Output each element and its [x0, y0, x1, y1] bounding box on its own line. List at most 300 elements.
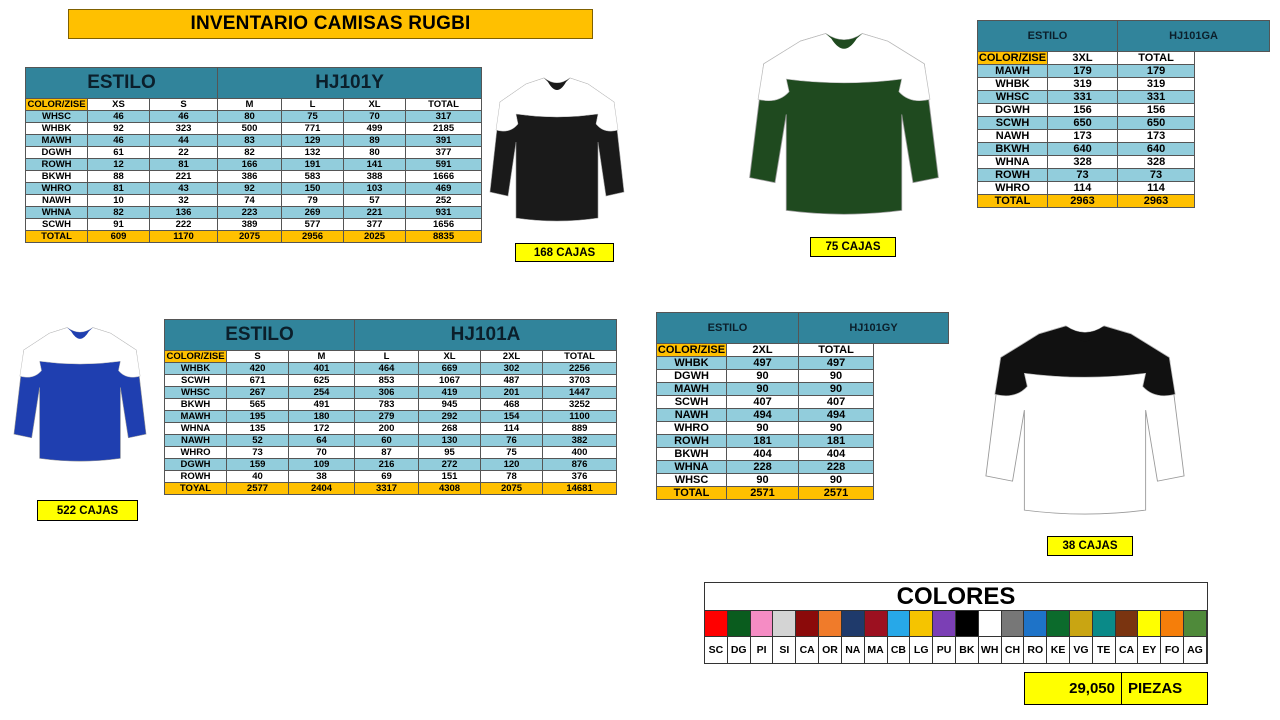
table-row — [657, 409, 949, 422]
empty-cell — [1195, 143, 1270, 156]
color-code-cell: WHBK — [26, 123, 88, 135]
size-header-row — [657, 344, 949, 357]
table-hj101ga — [977, 20, 1270, 208]
total-cell: 2956 — [282, 231, 344, 243]
quantity-cell: 80 — [344, 147, 406, 159]
quantity-cell: 228 — [799, 461, 874, 474]
quantity-cell: 92 — [218, 183, 282, 195]
table-row — [657, 448, 949, 461]
quantity-cell: 1100 — [543, 411, 617, 423]
quantity-cell: 173 — [1118, 130, 1195, 143]
quantity-cell: 640 — [1118, 143, 1195, 156]
quantity-cell: 499 — [344, 123, 406, 135]
color-code-cell: WHSC — [165, 387, 227, 399]
table-row — [978, 182, 1270, 195]
quantity-cell: 331 — [1048, 91, 1118, 104]
quantity-cell: 90 — [799, 422, 874, 435]
quantity-cell: 10 — [88, 195, 150, 207]
color-codes — [705, 637, 1207, 663]
quantity-cell: 82 — [218, 147, 282, 159]
color-code-label: FO — [1161, 637, 1184, 663]
empty-cell — [874, 448, 949, 461]
size-label: L — [282, 99, 344, 111]
quantity-cell: 269 — [282, 207, 344, 219]
quantity-cell: 223 — [218, 207, 282, 219]
quantity-cell: 74 — [218, 195, 282, 207]
quantity-cell: 650 — [1118, 117, 1195, 130]
quantity-cell: 222 — [150, 219, 218, 231]
size-label: 3XL — [1048, 52, 1118, 65]
quantity-cell: 404 — [799, 448, 874, 461]
total-pieces-value: 29,050 — [1025, 673, 1122, 704]
size-label: M — [289, 351, 355, 363]
color-code-label: CB — [888, 637, 911, 663]
empty-cell — [1195, 91, 1270, 104]
empty-cell — [874, 435, 949, 448]
size-header-row — [165, 351, 617, 363]
quantity-cell: 771 — [282, 123, 344, 135]
table-row — [978, 169, 1270, 182]
total-cell: 2963 — [1118, 195, 1195, 208]
colorsize-label: COLOR/ZISE — [657, 344, 726, 356]
quantity-cell: 323 — [150, 123, 218, 135]
quantity-cell: 216 — [355, 459, 419, 471]
quantity-cell: 500 — [218, 123, 282, 135]
quantity-cell: 783 — [355, 399, 419, 411]
table-row — [26, 159, 482, 171]
color-code-cell: SCWH — [978, 117, 1048, 130]
quantity-cell: 70 — [289, 447, 355, 459]
quantity-cell: 90 — [727, 422, 799, 435]
color-code-label: PI — [751, 637, 774, 663]
quantity-cell: 331 — [1118, 91, 1195, 104]
quantity-cell: 64 — [289, 435, 355, 447]
table-row — [165, 387, 617, 399]
color-code-label: RO — [1024, 637, 1047, 663]
quantity-cell: 173 — [1048, 130, 1118, 143]
table-row — [978, 143, 1270, 156]
quantity-cell: 195 — [227, 411, 289, 423]
cajas-badge: 38 CAJAS — [1047, 536, 1133, 556]
quantity-cell: 221 — [150, 171, 218, 183]
quantity-cell: 52 — [227, 435, 289, 447]
quantity-cell: 80 — [218, 111, 282, 123]
cajas-badge: 522 CAJAS — [37, 500, 138, 521]
empty-cell — [874, 487, 949, 500]
total-pieces-label: PIEZAS — [1128, 680, 1183, 697]
table-row — [26, 183, 482, 195]
quantity-cell: 90 — [799, 370, 874, 383]
table-row — [165, 447, 617, 459]
quantity-cell: 92 — [88, 123, 150, 135]
quantity-cell: 228 — [727, 461, 799, 474]
quantity-cell: 89 — [344, 135, 406, 147]
quantity-cell: 469 — [406, 183, 482, 195]
color-swatch — [910, 611, 933, 636]
color-code-label: CA — [1116, 637, 1139, 663]
color-code-label: DG — [728, 637, 751, 663]
quantity-cell: 945 — [419, 399, 481, 411]
quantity-cell: 132 — [282, 147, 344, 159]
quantity-cell: 388 — [344, 171, 406, 183]
quantity-cell: 221 — [344, 207, 406, 219]
quantity-cell: 389 — [218, 219, 282, 231]
empty-cell — [1195, 78, 1270, 91]
quantity-cell: 79 — [282, 195, 344, 207]
quantity-cell: 129 — [282, 135, 344, 147]
empty-cell — [874, 409, 949, 422]
color-swatch — [1138, 611, 1161, 636]
quantity-cell: 73 — [1118, 169, 1195, 182]
size-label: XS — [88, 99, 150, 111]
total-cell: 2571 — [727, 487, 799, 500]
quantity-cell: 83 — [218, 135, 282, 147]
color-swatch — [705, 611, 728, 636]
quantity-cell: 464 — [355, 363, 419, 375]
quantity-cell: 91 — [88, 219, 150, 231]
table-row — [978, 91, 1270, 104]
quantity-cell: 1656 — [406, 219, 482, 231]
color-swatch — [933, 611, 956, 636]
quantity-cell: 90 — [799, 474, 874, 487]
color-swatch — [796, 611, 819, 636]
empty-cell — [874, 396, 949, 409]
table-row — [26, 147, 482, 159]
color-code-cell: MAWH — [26, 135, 88, 147]
quantity-cell: 154 — [481, 411, 543, 423]
total-row — [657, 487, 949, 500]
total-cell: 14681 — [543, 483, 617, 495]
color-code-label: BK — [956, 637, 979, 663]
total-cell: 8835 — [406, 231, 482, 243]
color-code-cell: ROWH — [657, 435, 727, 448]
color-code-cell: WHNA — [978, 156, 1048, 169]
color-code-cell: WHRO — [657, 422, 727, 435]
quantity-cell: 81 — [150, 159, 218, 171]
table-row — [165, 363, 617, 375]
quantity-cell: 487 — [481, 375, 543, 387]
quantity-cell: 591 — [406, 159, 482, 171]
table-row — [26, 135, 482, 147]
size-label: TOTAL — [406, 99, 482, 111]
color-code-cell: WHSC — [657, 474, 727, 487]
size-label: S — [150, 99, 218, 111]
color-code-label: TE — [1093, 637, 1116, 663]
quantity-cell: 114 — [1048, 182, 1118, 195]
quantity-cell: 40 — [227, 471, 289, 483]
quantity-cell: 78 — [481, 471, 543, 483]
empty-cell — [874, 461, 949, 474]
quantity-cell: 2185 — [406, 123, 482, 135]
colorsize-label: COLOR/ZISE — [166, 351, 225, 362]
quantity-cell: 90 — [799, 383, 874, 396]
page-title: INVENTARIO CAMISAS RUGBI — [68, 9, 593, 39]
color-code-label: CA — [796, 637, 819, 663]
color-code-cell: WHNA — [657, 461, 727, 474]
color-code-label: EY — [1138, 637, 1161, 663]
total-cell: 2571 — [799, 487, 874, 500]
size-label: S — [227, 351, 289, 363]
color-code-cell: WHBK — [165, 363, 227, 375]
quantity-cell: 2256 — [543, 363, 617, 375]
size-label: M — [218, 99, 282, 111]
quantity-cell: 159 — [227, 459, 289, 471]
quantity-cell: 931 — [406, 207, 482, 219]
color-code-label: OR — [819, 637, 842, 663]
table-hj101y — [25, 67, 482, 243]
color-swatch — [1116, 611, 1139, 636]
quantity-cell: 120 — [481, 459, 543, 471]
color-swatch — [979, 611, 1002, 636]
quantity-cell: 75 — [282, 111, 344, 123]
color-code-cell: WHRO — [978, 182, 1048, 195]
color-swatch — [842, 611, 865, 636]
empty-cell — [874, 383, 949, 396]
quantity-cell: 114 — [481, 423, 543, 435]
quantity-cell: 876 — [543, 459, 617, 471]
jersey-image-blue — [10, 322, 150, 464]
total-row — [978, 195, 1270, 208]
table-row — [165, 423, 617, 435]
size-header-row — [26, 99, 482, 111]
quantity-cell: 302 — [481, 363, 543, 375]
quantity-cell: 889 — [543, 423, 617, 435]
color-legend-title: COLORES — [705, 583, 1207, 611]
quantity-cell: 73 — [1048, 169, 1118, 182]
quantity-cell: 376 — [543, 471, 617, 483]
quantity-cell: 130 — [419, 435, 481, 447]
empty-cell — [1195, 182, 1270, 195]
total-cell: 1170 — [150, 231, 218, 243]
table-row — [657, 357, 949, 370]
color-code-cell: SCWH — [657, 396, 727, 409]
quantity-cell: 1447 — [543, 387, 617, 399]
empty-cell — [874, 357, 949, 370]
quantity-cell: 391 — [406, 135, 482, 147]
color-swatch — [1184, 611, 1207, 636]
size-label: 2XL — [481, 351, 543, 363]
quantity-cell: 3703 — [543, 375, 617, 387]
empty-cell — [874, 370, 949, 383]
table-row — [165, 471, 617, 483]
quantity-cell: 46 — [150, 111, 218, 123]
color-code-cell: WHSC — [978, 91, 1048, 104]
quantity-cell: 494 — [727, 409, 799, 422]
color-swatch — [956, 611, 979, 636]
color-code-cell: WHNA — [26, 207, 88, 219]
total-label: TOYAL — [165, 483, 227, 495]
color-code-cell: BKWH — [978, 143, 1048, 156]
color-swatch — [1161, 611, 1184, 636]
color-swatch — [773, 611, 796, 636]
quantity-cell: 82 — [88, 207, 150, 219]
quantity-cell: 468 — [481, 399, 543, 411]
empty-cell — [1195, 195, 1270, 208]
quantity-cell: 407 — [799, 396, 874, 409]
quantity-cell: 73 — [227, 447, 289, 459]
color-swatch — [1070, 611, 1093, 636]
quantity-cell: 70 — [344, 111, 406, 123]
table-row — [26, 111, 482, 123]
quantity-cell: 156 — [1048, 104, 1118, 117]
style-code: HJ101Y — [218, 68, 482, 99]
color-code-cell: DGWH — [165, 459, 227, 471]
quantity-cell: 491 — [289, 399, 355, 411]
color-code-cell: BKWH — [165, 399, 227, 411]
quantity-cell: 88 — [88, 171, 150, 183]
quantity-cell: 1067 — [419, 375, 481, 387]
quantity-cell: 43 — [150, 183, 218, 195]
quantity-cell: 252 — [406, 195, 482, 207]
table-row — [978, 65, 1270, 78]
quantity-cell: 319 — [1118, 78, 1195, 91]
color-swatch — [819, 611, 842, 636]
cajas-badge: 75 CAJAS — [810, 237, 896, 257]
quantity-cell: 272 — [419, 459, 481, 471]
quantity-cell: 114 — [1118, 182, 1195, 195]
quantity-cell: 46 — [88, 111, 150, 123]
total-label: TOTAL — [978, 195, 1048, 208]
quantity-cell: 180 — [289, 411, 355, 423]
quantity-cell: 583 — [282, 171, 344, 183]
quantity-cell: 400 — [543, 447, 617, 459]
quantity-cell: 254 — [289, 387, 355, 399]
quantity-cell: 671 — [227, 375, 289, 387]
total-label: TOTAL — [657, 487, 727, 500]
color-code-cell: MAWH — [165, 411, 227, 423]
quantity-cell: 328 — [1118, 156, 1195, 169]
size-label: TOTAL — [799, 344, 874, 357]
table-row — [978, 117, 1270, 130]
table-row — [657, 435, 949, 448]
color-code-label: VG — [1070, 637, 1093, 663]
color-code-label: PU — [933, 637, 956, 663]
quantity-cell: 87 — [355, 447, 419, 459]
quantity-cell: 382 — [543, 435, 617, 447]
color-swatch — [1002, 611, 1025, 636]
quantity-cell: 179 — [1118, 65, 1195, 78]
quantity-cell: 46 — [88, 135, 150, 147]
quantity-cell: 61 — [88, 147, 150, 159]
color-code-cell: WHBK — [657, 357, 727, 370]
empty-cell — [1195, 156, 1270, 169]
color-code-cell: WHSC — [26, 111, 88, 123]
colorsize-label: COLOR/ZISE — [978, 52, 1047, 64]
color-code-label: WH — [979, 637, 1002, 663]
quantity-cell: 103 — [344, 183, 406, 195]
total-cell: 4308 — [419, 483, 481, 495]
quantity-cell: 420 — [227, 363, 289, 375]
table-row — [165, 411, 617, 423]
quantity-cell: 109 — [289, 459, 355, 471]
quantity-cell: 577 — [282, 219, 344, 231]
color-code-cell: WHRO — [26, 183, 88, 195]
quantity-cell: 179 — [1048, 65, 1118, 78]
jersey-image-black — [486, 72, 628, 224]
quantity-cell: 22 — [150, 147, 218, 159]
table-hj101a — [164, 319, 617, 495]
quantity-cell: 407 — [727, 396, 799, 409]
quantity-cell: 81 — [88, 183, 150, 195]
table-row — [657, 474, 949, 487]
quantity-cell: 172 — [289, 423, 355, 435]
quantity-cell: 292 — [419, 411, 481, 423]
empty-cell — [1195, 130, 1270, 143]
color-code-cell: SCWH — [165, 375, 227, 387]
quantity-cell: 404 — [727, 448, 799, 461]
empty-cell — [1195, 169, 1270, 182]
quantity-cell: 44 — [150, 135, 218, 147]
total-cell: 2075 — [218, 231, 282, 243]
empty-cell — [874, 422, 949, 435]
quantity-cell: 377 — [406, 147, 482, 159]
color-code-label: CH — [1002, 637, 1025, 663]
color-swatch — [888, 611, 911, 636]
quantity-cell: 497 — [799, 357, 874, 370]
color-code-label: MA — [865, 637, 888, 663]
table-row — [657, 383, 949, 396]
size-label: L — [355, 351, 419, 363]
table-row — [978, 156, 1270, 169]
estilo-header: ESTILO — [26, 68, 218, 99]
color-code-cell: BKWH — [657, 448, 727, 461]
color-code-label: NA — [842, 637, 865, 663]
color-code-cell: NAWH — [26, 195, 88, 207]
total-label: TOTAL — [26, 231, 88, 243]
quantity-cell: 650 — [1048, 117, 1118, 130]
color-code-cell: SCWH — [26, 219, 88, 231]
color-code-label: LG — [910, 637, 933, 663]
table-row — [165, 459, 617, 471]
color-code-cell: NAWH — [165, 435, 227, 447]
size-label: TOTAL — [543, 351, 617, 363]
quantity-cell: 181 — [727, 435, 799, 448]
style-code: HJ101GA — [1118, 21, 1270, 52]
total-cell: 3317 — [355, 483, 419, 495]
quantity-cell: 166 — [218, 159, 282, 171]
quantity-cell: 12 — [88, 159, 150, 171]
quantity-cell: 640 — [1048, 143, 1118, 156]
total-cell: 2577 — [227, 483, 289, 495]
quantity-cell: 669 — [419, 363, 481, 375]
total-cell: 2404 — [289, 483, 355, 495]
empty-cell — [1195, 104, 1270, 117]
style-code: HJ101A — [355, 320, 617, 351]
table-row — [26, 195, 482, 207]
color-code-cell: MAWH — [978, 65, 1048, 78]
empty-cell — [1195, 117, 1270, 130]
table-row — [165, 435, 617, 447]
table-row — [657, 396, 949, 409]
table-row — [978, 130, 1270, 143]
quantity-cell: 268 — [419, 423, 481, 435]
quantity-cell: 57 — [344, 195, 406, 207]
quantity-cell: 32 — [150, 195, 218, 207]
color-swatches — [705, 611, 1207, 637]
color-swatch — [1047, 611, 1070, 636]
quantity-cell: 401 — [289, 363, 355, 375]
empty-cell — [1195, 52, 1270, 65]
table-row — [26, 123, 482, 135]
color-swatch — [1024, 611, 1047, 636]
quantity-cell: 181 — [799, 435, 874, 448]
table-row — [26, 171, 482, 183]
quantity-cell: 76 — [481, 435, 543, 447]
color-swatch — [728, 611, 751, 636]
quantity-cell: 497 — [727, 357, 799, 370]
total-pieces — [1024, 672, 1208, 705]
quantity-cell: 38 — [289, 471, 355, 483]
